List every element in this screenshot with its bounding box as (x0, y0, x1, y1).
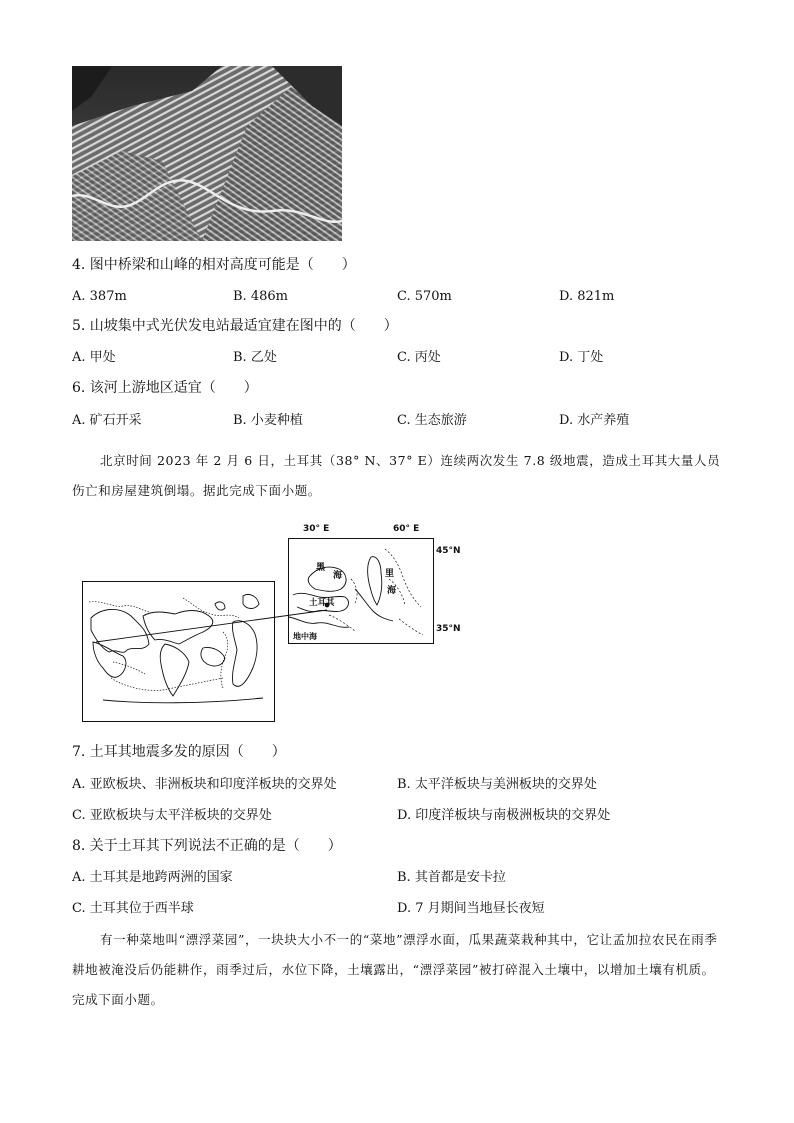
q6-option-c: C. 生态旅游 (397, 413, 467, 428)
q7-option-b: B. 太平洋板块与美洲板块的交界处 (397, 777, 597, 792)
q7-option-a: A. 亚欧板块、非洲板块和印度洋板块的交界处 (72, 777, 337, 792)
passage-turkey-earthquake: 北京时间 2023 年 2 月 6 日，土耳其（38° N、37° E）连续两次发生 7.8 级地震，造成土耳其大量人员伤亡和房屋建筑倒塌。据此完成下面小题。 (72, 453, 721, 498)
question-4-stem: 4. 图中桥梁和山峰的相对高度可能是（ ） (72, 257, 356, 273)
lon-label-60e: 60° E (393, 524, 420, 534)
question-7-stem: 7. 土耳其地震多发的原因（ ） (72, 744, 286, 760)
q6-option-b: B. 小麦种植 (233, 413, 303, 428)
q8-option-d: D. 7 月期间当地昼长夜短 (397, 901, 545, 916)
q4-option-b: B. 486m (233, 289, 288, 304)
q7-option-d: D. 印度洋板块与南极洲板块的交界处 (397, 808, 611, 823)
q6-option-a: A. 矿石开采 (72, 413, 142, 428)
caspian-sea-label-1: 里 (385, 569, 395, 579)
question-8-stem: 8. 关于土耳其下列说法不正确的是（ ） (72, 838, 342, 854)
q5-option-b: B. 乙处 (233, 350, 277, 365)
q5-option-c: C. 丙处 (397, 350, 441, 365)
question-6-stem: 6. 该河上游地区适宜（ ） (72, 380, 258, 396)
q8-option-c: C. 土耳其位于西半球 (72, 901, 194, 916)
question-5-stem: 5. 山坡集中式光伏发电站最适宜建在图中的（ ） (72, 318, 398, 334)
passage-floating-garden: 有一种菜地叫“漂浮菜园”，一块块大小不一的“菜地”漂浮水面，瓜果蔬菜栽种其中，它让孟加拉农民在雨季耕地被淹没后仍能耕作，雨季过后，水位下降，土壤露出，“漂浮菜园”被打碎混入土壤中，以增加土壤有机质。完成下面小题。 (72, 932, 718, 1007)
turkey-label: 土耳其 (309, 598, 335, 608)
q6-option-d: D. 水产养殖 (559, 413, 630, 428)
mediterranean-label: 地中海 (293, 631, 317, 641)
lat-label-45n: 45°N (436, 546, 461, 556)
lat-label-35n: 35°N (436, 624, 461, 634)
q4-option-a: A. 387m (72, 289, 127, 304)
q4-option-d: D. 821m (559, 289, 615, 304)
terraced-hills-photo (72, 66, 342, 241)
q5-option-a: A. 甲处 (72, 350, 116, 365)
black-sea-label-1: 黑 (316, 563, 326, 573)
q8-option-a: A. 土耳其是地跨两洲的国家 (72, 870, 233, 885)
caspian-sea-label-2: 海 (387, 586, 397, 596)
q4-option-c: C. 570m (397, 289, 452, 304)
q8-option-b: B. 其首都是安卡拉 (397, 870, 506, 885)
q5-option-d: D. 丁处 (559, 350, 604, 365)
lon-label-30e: 30° E (303, 524, 330, 534)
q7-option-c: C. 亚欧板块与太平洋板块的交界处 (72, 808, 272, 823)
black-sea-label-2: 海 (333, 571, 343, 581)
